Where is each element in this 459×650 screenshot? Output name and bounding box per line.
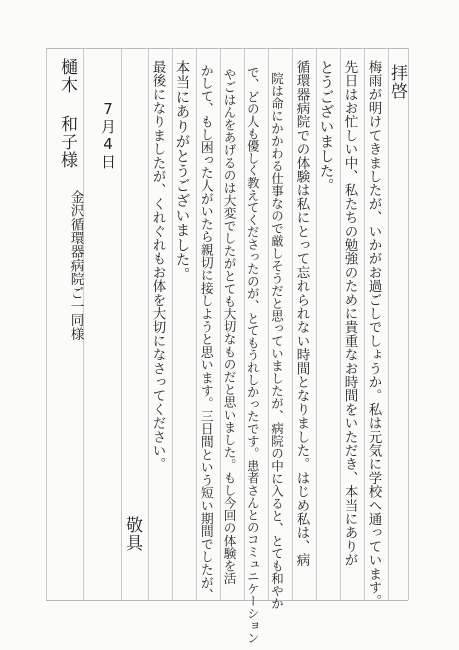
letter-line-1: 梅雨が明けてきましたが、いかがお過ごしでしょうか。私は元気に学校へ通っています。 [365, 60, 382, 608]
guide-line [148, 48, 149, 600]
letter-line-7: やごはんをあげるのは大変でしたがとても大切なものだと思いました。もし今回の体験を活 [221, 68, 237, 585]
guide-line [316, 48, 317, 600]
letter-line-9: 本当にありがとうございました。 [173, 60, 190, 282]
closing-phrase: 敬具 [122, 516, 142, 552]
guide-line [292, 48, 293, 600]
letter-line-6: で、どの人も優しく教えてくださったのが、とてもうれしかったです。患者さんとのコミュニケーション [245, 66, 260, 645]
letter-line-4: 循環器病院での体験は私にとって忘れられない時間となりました。はじめ私は、病 [293, 60, 310, 567]
letter-line-2: 先日はお忙しい中、私たちの勉強のために貴重なお時間をいただき、本当にありが [341, 60, 358, 567]
recipient-name: 樋木 和子様 [57, 58, 77, 169]
letter-date: 7月4日 [99, 100, 117, 170]
guide-line [46, 48, 47, 600]
guide-line [408, 48, 409, 600]
guide-line [268, 48, 269, 600]
frame-bottom-line [46, 600, 408, 601]
opening-salutation: 拝啓 [387, 64, 407, 100]
letter-line-8: かして、もし困った人がいたら親切に接しようと思います。三日間という短い期間でしたが、 [197, 64, 213, 602]
frame-top-line [46, 48, 408, 49]
guide-line [196, 48, 197, 600]
letter-line-10: 最後になりましたが、くれぐれもお体を大切になさってください。 [149, 60, 166, 471]
letter-line-3: とうございました。 [317, 60, 334, 194]
guide-line [388, 48, 389, 600]
letter-line-5: 院は命にかかわる仕事なので厳しそうだと思っていましたが、病院の中に入ると、とても和やか [269, 72, 285, 610]
guide-line [340, 48, 341, 600]
guide-line [220, 48, 221, 600]
sender-name: 金沢循環器病院ご一同様 [67, 190, 84, 341]
guide-line [364, 48, 365, 600]
guide-line [172, 48, 173, 600]
